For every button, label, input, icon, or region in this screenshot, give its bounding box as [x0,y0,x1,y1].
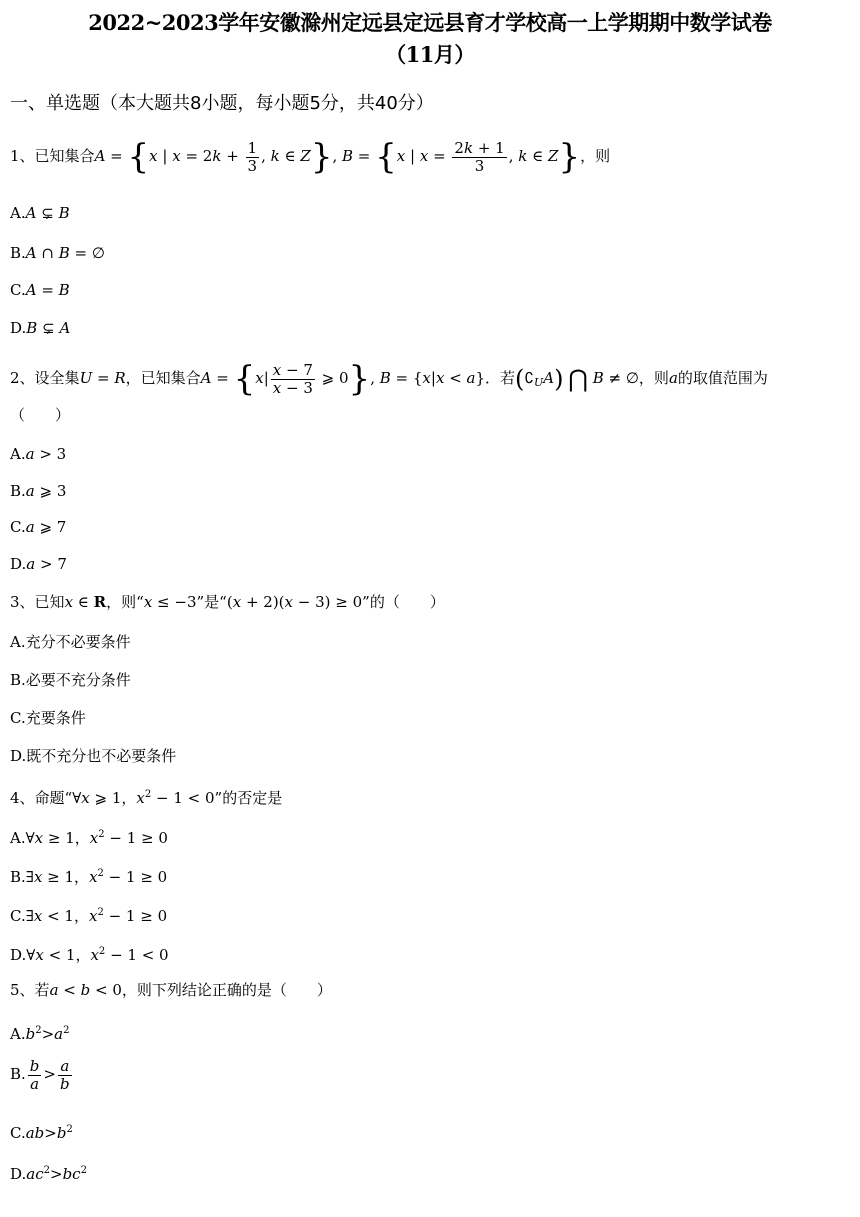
question-3-option-c[interactable]: C.充要条件 [10,709,86,727]
question-2-stem: 2、设全集U = R，已知集合A = {x| $\frac{x - 7}{x - 3}$ ⩾ 0}, B = {x|x < a}．若$(∁_UA)$ ⋂ B ≠ ∅，则a的取值范围为 [10,359,768,399]
question-4-option-d[interactable]: D.∀x < 1，$x^2 - 1 < 0$ [10,946,169,964]
question-1-option-d[interactable]: D.B ⊊ A [10,319,71,337]
question-5-option-d[interactable]: $D.ac^2>bc^2$ [10,1165,87,1183]
question-3-option-a[interactable]: A.充分不必要条件 [10,633,131,651]
question-4-option-a[interactable]: A.∀x ≥ 1，$x^2 - 1 \ge 0$ [10,829,168,847]
question-3-option-b[interactable]: B.必要不充分条件 [10,671,131,689]
question-4-stem: 4、命题“∀x ⩾ 1，$x^2 - 1 < 0$”的否定是 [10,789,283,807]
question-1-option-c[interactable]: C.A = B [10,281,70,299]
question-5-option-a[interactable]: $A.b^2>a^2$ [10,1025,70,1043]
question-1-option-b[interactable]: B.A ∩ B = ∅ [10,244,105,262]
section-heading: 一、单选题（本大题共8小题，每小题5分，共40分） [10,93,434,114]
question-1-stem: 1、已知集合A = {x | x = 2k + $\frac{1}{3}$ , k ∈ Z}, B = {x | x = $\frac{2k + 1}{3}$ , k ∈ Z}，则 [10,137,611,177]
question-4-option-b[interactable]: B.∃x ≥ 1，$x^2 - 1 \ge 0$ [10,868,168,886]
question-5-stem: 5、若a < b < 0，则下列结论正确的是（ ） [10,981,332,999]
exam-title-line2: （11月） [385,42,475,67]
exam-title-line1: 2022~2023学年安徽滁州定远县定远县育才学校高一上学期期中数学试卷 [88,10,772,35]
question-1-option-a[interactable]: A.A ⊊ B [10,204,70,222]
question-2-option-a[interactable]: A.a > 3 [10,445,67,463]
question-3-stem: 3、已知x ∈ R，则“x ≤ −3”是“(x + 2)(x − 3) ≥ 0”的（ ） [10,593,445,611]
question-5-option-c[interactable]: $C.ab>b^2$ [10,1124,73,1142]
question-3-option-d[interactable]: D.既不充分也不必要条件 [10,747,177,765]
question-2-paren: （ ） [10,406,71,424]
question-2-option-b[interactable]: B.a ⩾ 3 [10,482,67,500]
question-2-option-c[interactable]: C.a ⩾ 7 [10,518,67,536]
question-2-option-d[interactable]: D.a > 7 [10,555,67,573]
question-5-option-b[interactable]: B. $\frac{b}{a}$ > $\frac{a}{b}$ [10,1057,70,1093]
question-4-option-c[interactable]: C.∃x < 1，$x^2 - 1 \ge 0$ [10,907,168,925]
